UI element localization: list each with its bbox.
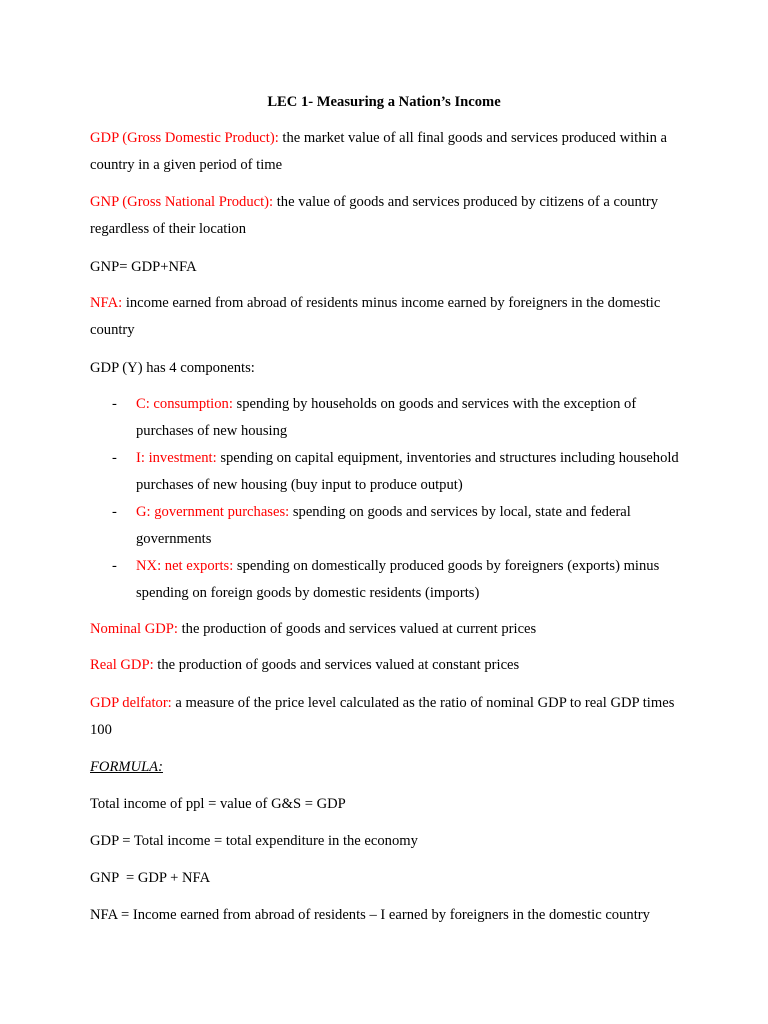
gdp-term: GDP (Gross Domestic Product):	[90, 130, 279, 146]
nfa-term: NFA:	[90, 295, 123, 311]
real-gdp-term: Real GDP:	[90, 657, 154, 673]
nfa-text: income earned from abroad of residents minus income earned by foreigners in the domestic country	[90, 295, 661, 338]
gnp-definition	[90, 189, 690, 243]
list-dash: -	[112, 558, 117, 574]
component-term: NX: net exports:	[136, 558, 234, 574]
real-gdp-definition	[90, 652, 690, 679]
list-dash: -	[112, 504, 117, 520]
component-text: spending on capital equipment, inventories and structures including household purchases of new housing (buy input to produce output)	[136, 450, 679, 493]
component-text: spending on goods and services by local, state and federal governments	[136, 504, 631, 547]
gdp-deflator-term: GDP delfator:	[90, 695, 172, 711]
gnp-term: GNP (Gross National Product):	[90, 194, 274, 210]
components-intro: GDP (Y) has 4 components:	[90, 360, 255, 376]
list-item	[90, 499, 690, 553]
gnp-text: the value of goods and services produced by citizens of a country regardless of their location	[90, 194, 659, 237]
formula-line: GDP = Total income = total expenditure in the economy	[90, 833, 418, 849]
list-dash: -	[112, 396, 117, 412]
component-term: C: consumption:	[136, 396, 233, 412]
list-dash: -	[112, 450, 117, 466]
list-item	[90, 445, 690, 499]
nominal-gdp-term: Nominal GDP:	[90, 621, 178, 637]
gdp-definition	[90, 125, 690, 179]
list-item	[90, 391, 690, 445]
lecture-title: LEC 1- Measuring a Nation’s Income	[267, 94, 501, 110]
formula-line: Total income of ppl = value of G&S = GDP	[90, 796, 346, 812]
formula-line: GNP = GDP + NFA	[90, 870, 211, 886]
component-term: G: government purchases:	[136, 504, 290, 520]
nfa-definition	[90, 290, 690, 344]
list-item	[90, 553, 690, 607]
components-list	[90, 391, 690, 607]
component-text: spending on domestically produced goods by foreigners (exports) minus spending on foreign goods by domestic residents (imports)	[136, 558, 660, 601]
gdp-text: the market value of all final goods and services produced within a country in a given period of time	[90, 130, 667, 173]
formula-line: NFA = Income earned from abroad of residents – I earned by foreigners in the domestic country	[90, 907, 650, 923]
gdp-deflator-text: a measure of the price level calculated as the ratio of nominal GDP to real GDP times 100	[90, 695, 675, 738]
gdp-deflator-definition	[90, 690, 690, 744]
component-text: spending by households on goods and services with the exception of purchases of new housing	[136, 396, 637, 439]
real-gdp-text: the production of goods and services valued at constant prices	[153, 657, 520, 673]
gnp-equation: GNP= GDP+NFA	[90, 259, 197, 275]
nominal-gdp-text: the production of goods and services valued at current prices	[177, 621, 537, 637]
nominal-gdp-definition	[90, 616, 690, 643]
component-term: I: investment:	[136, 450, 217, 466]
formula-heading: FORMULA:	[90, 759, 163, 775]
